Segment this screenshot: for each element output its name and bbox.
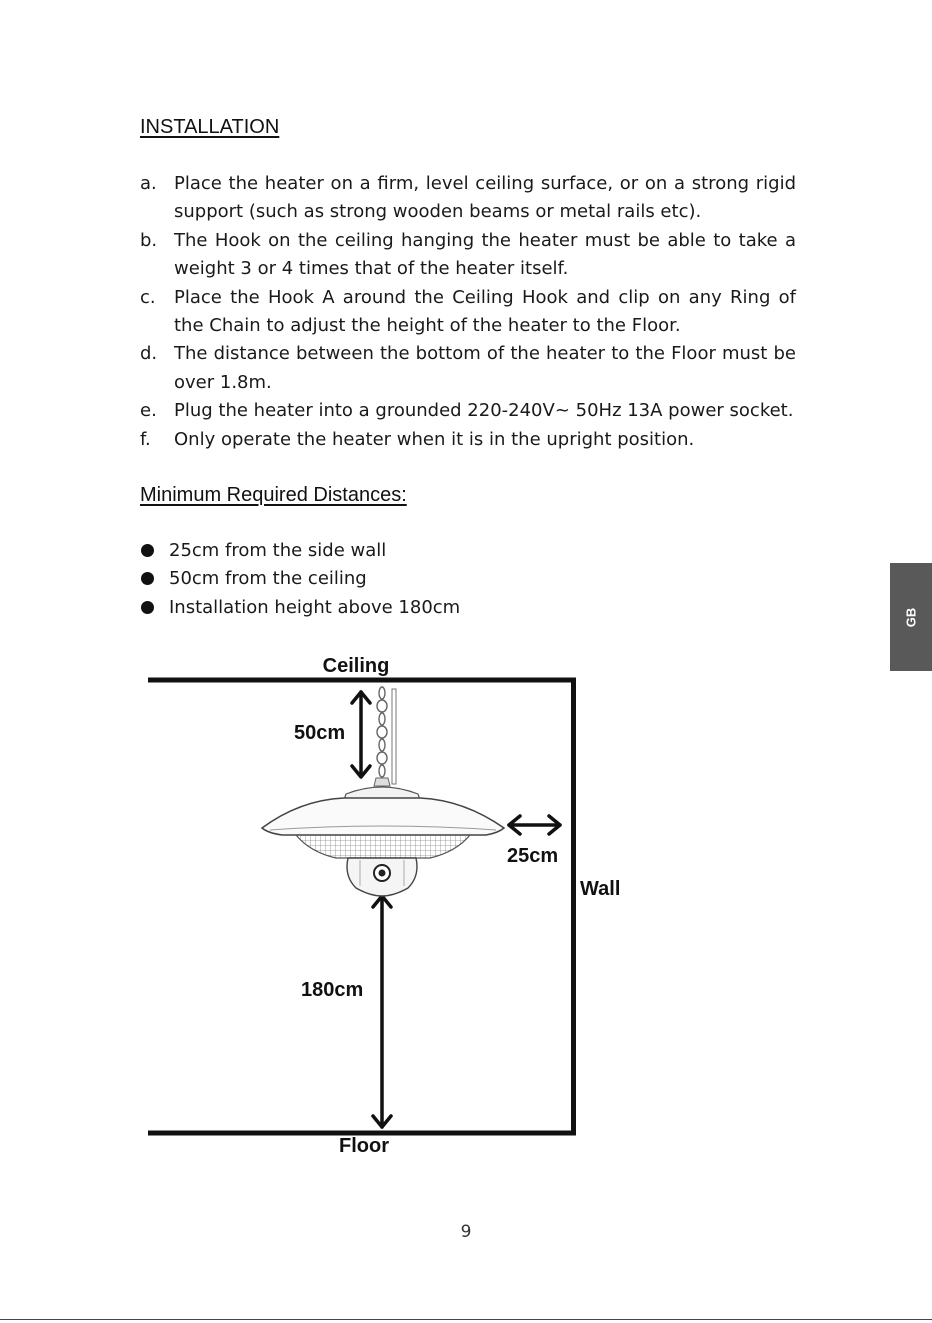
distance-text: Installation height above 180cm bbox=[169, 596, 461, 618]
distance-text: 25cm from the side wall bbox=[169, 540, 387, 561]
control-knob-icon bbox=[374, 865, 390, 881]
top-gap-arrow bbox=[352, 692, 370, 777]
height-label: 180cm bbox=[301, 979, 364, 1001]
section-heading-installation: INSTALLATION bbox=[140, 116, 280, 138]
chain-icon bbox=[377, 687, 387, 777]
step-letter: a. bbox=[140, 173, 157, 194]
step-letter: b. bbox=[140, 229, 158, 251]
step-text: The Hook on the ceiling hanging the heater must be able to take a weight 3 or 4 times that of the heater itself. bbox=[174, 229, 796, 280]
wall-label: Wall bbox=[580, 878, 621, 900]
side-gap-label: 25cm bbox=[507, 845, 559, 867]
ceiling-label: Ceiling bbox=[322, 655, 390, 677]
language-tab-label: GB bbox=[903, 607, 919, 627]
height-arrow bbox=[373, 896, 391, 1127]
step-letter: d. bbox=[140, 343, 158, 365]
side-gap-arrow bbox=[509, 816, 560, 834]
top-gap-label: 50cm bbox=[294, 722, 346, 744]
step-letter: c. bbox=[140, 286, 156, 308]
step-text: Place the heater on a firm, level ceiling surface, or on a strong rigid support (such as strong wooden beams or metal rails etc). bbox=[174, 173, 796, 223]
heater-illustration bbox=[262, 687, 504, 896]
step-text: Place the Hook A around the Ceiling Hook and clip on any Ring of the Chain to adjust the height of the heater to the Floor. bbox=[174, 286, 796, 337]
distance-text: 50cm from the ceiling bbox=[169, 568, 367, 590]
step-text: The distance between the bottom of the heater to the Floor must be over 1.8m. bbox=[174, 343, 796, 393]
step-text: Only operate the heater when it is in the upright position. bbox=[174, 428, 695, 450]
step-letter: e. bbox=[140, 400, 157, 422]
step-letter: f. bbox=[140, 428, 151, 450]
section-heading-min-distances: Minimum Required Distances: bbox=[140, 484, 407, 506]
floor-label: Floor bbox=[339, 1135, 389, 1157]
page-number: 9 bbox=[460, 1222, 472, 1242]
step-text: Plug the heater into a grounded 220-240V~ 50Hz 13A power socket. bbox=[174, 400, 794, 422]
bottom-divider bbox=[0, 1319, 932, 1320]
